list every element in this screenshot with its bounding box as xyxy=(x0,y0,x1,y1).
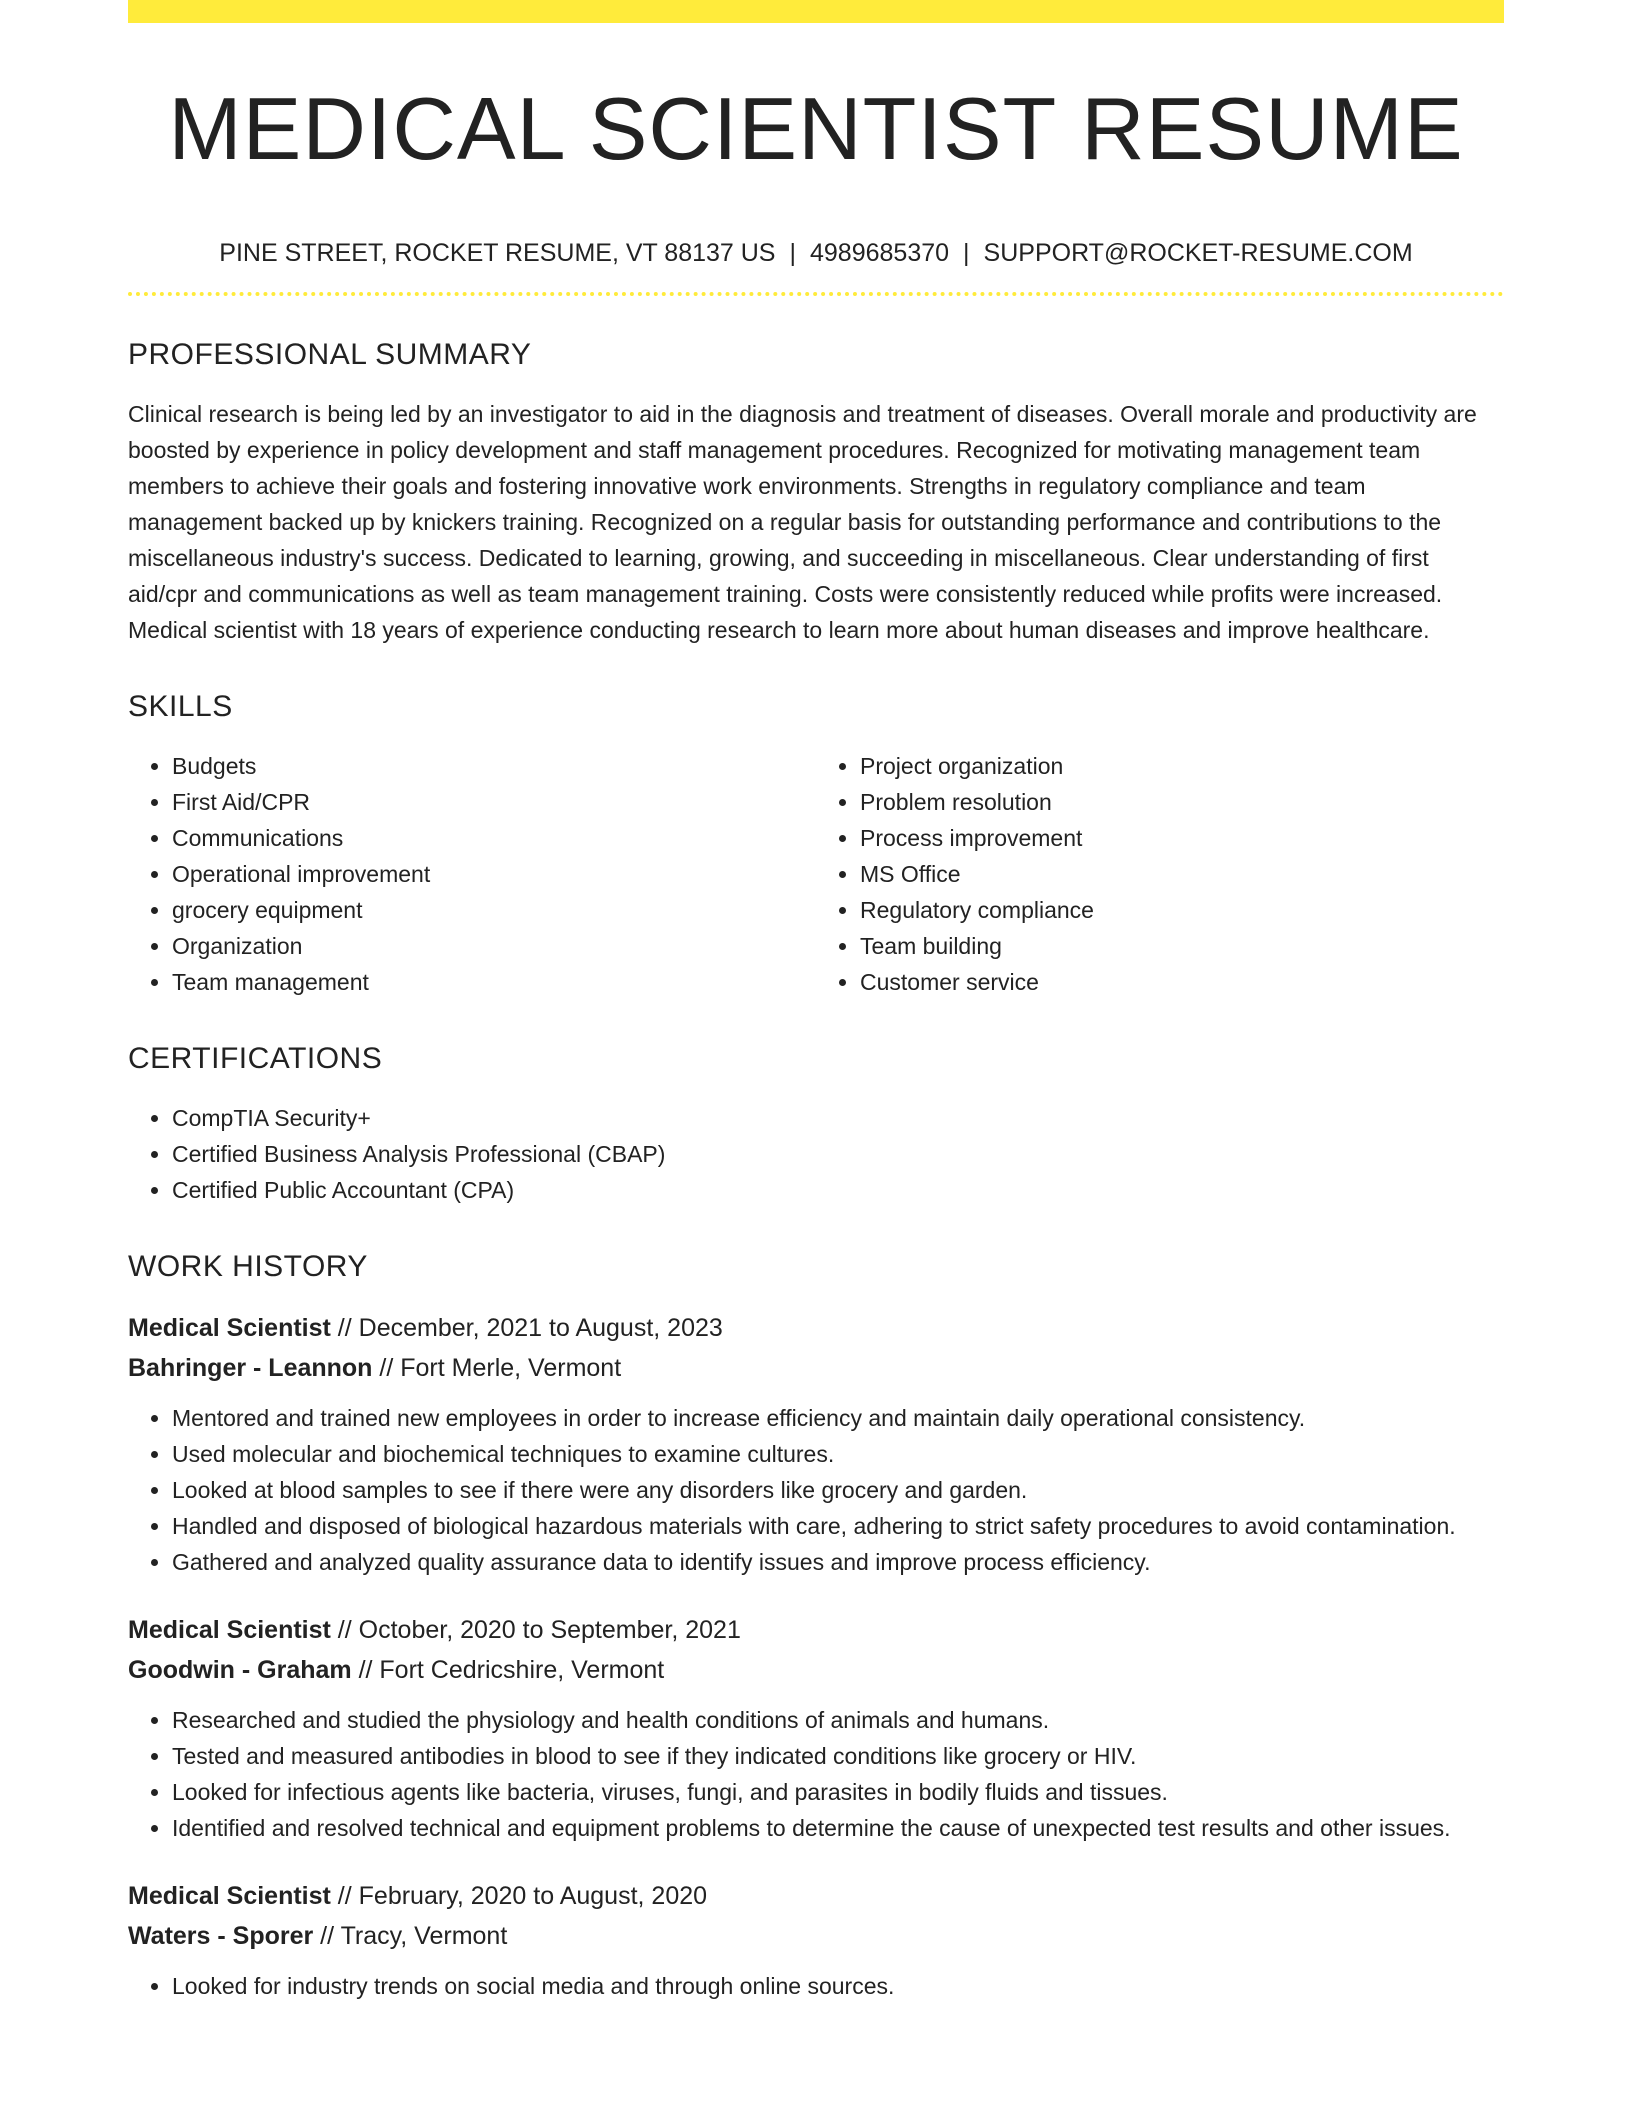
work-history-heading: WORK HISTORY xyxy=(128,1250,368,1283)
job-title-line xyxy=(128,1610,1504,1650)
job-bullet: • Used molecular and biochemical techniques to examine cultures. xyxy=(172,1436,1504,1472)
job-location: // Tracy, Vermont xyxy=(313,1922,508,1950)
job-bullets xyxy=(128,1702,1504,1846)
contact-separator: | xyxy=(963,239,970,267)
job-bullet: • Looked at blood samples to see if there were any disorders like grocery and garden. xyxy=(172,1472,1504,1508)
skill-item: • First Aid/CPR xyxy=(172,784,816,820)
certifications-section xyxy=(128,1042,1504,1208)
job-title: Medical Scientist xyxy=(128,1882,331,1910)
job-bullet: • Mentored and trained new employees in order to increase efficiency and maintain daily operational consistency. xyxy=(172,1400,1504,1436)
skills-section xyxy=(128,690,1504,1000)
job-bullet: • Looked for industry trends on social media and through online sources. xyxy=(172,1968,1504,2004)
skills-heading: SKILLS xyxy=(128,690,233,723)
skill-item: • Project organization xyxy=(860,748,1504,784)
job-bullets xyxy=(128,1400,1504,1580)
job-company: Waters - Sporer xyxy=(128,1922,314,1950)
skill-item: • Team management xyxy=(172,964,816,1000)
skill-item: • Organization xyxy=(172,928,816,964)
job-company: Bahringer - Leannon xyxy=(128,1354,373,1382)
job-location: // Fort Cedricshire, Vermont xyxy=(351,1656,665,1684)
skill-item: • Team building xyxy=(860,928,1504,964)
contact-separator: | xyxy=(789,239,796,267)
contact-address: PINE STREET, ROCKET RESUME, VT 88137 US xyxy=(219,239,776,267)
skill-item: • Regulatory compliance xyxy=(860,892,1504,928)
job-bullet: • Identified and resolved technical and equipment problems to determine the cause of unexpected test results and other issues. xyxy=(172,1810,1504,1846)
resume-title: MEDICAL SCIENTIST RESUME xyxy=(168,79,1464,178)
skill-item: • Budgets xyxy=(172,748,816,784)
summary-heading: PROFESSIONAL SUMMARY xyxy=(128,338,532,371)
certification-item: • Certified Public Accountant (CPA) xyxy=(172,1172,1504,1208)
job-company: Goodwin - Graham xyxy=(128,1656,352,1684)
job-bullet: • Handled and disposed of biological hazardous materials with care, adhering to strict safety procedures to avoid contamination. xyxy=(172,1508,1504,1544)
job-entry xyxy=(128,1610,1504,1846)
skill-item: • Process improvement xyxy=(860,820,1504,856)
skill-item: • Customer service xyxy=(860,964,1504,1000)
skills-left-list xyxy=(128,748,816,1000)
skill-item: • Communications xyxy=(172,820,816,856)
job-title: Medical Scientist xyxy=(128,1616,331,1644)
top-accent-bar xyxy=(128,0,1504,23)
dotted-divider xyxy=(128,292,1504,296)
skill-item: • grocery equipment xyxy=(172,892,816,928)
job-entry xyxy=(128,1876,1504,2004)
certification-item: • CompTIA Security+ xyxy=(172,1100,1504,1136)
job-company-line xyxy=(128,1916,1504,1956)
summary-section xyxy=(128,338,1504,648)
job-company-line xyxy=(128,1348,1504,1388)
certification-item: • Certified Business Analysis Professional (CBAP) xyxy=(172,1136,1504,1172)
job-bullet: • Researched and studied the physiology and health conditions of animals and humans. xyxy=(172,1702,1504,1738)
skill-item: • Problem resolution xyxy=(860,784,1504,820)
work-history-section xyxy=(128,1250,1504,2004)
job-bullet: • Tested and measured antibodies in blood to see if they indicated conditions like grocery or HIV. xyxy=(172,1738,1504,1774)
job-title-line xyxy=(128,1308,1504,1348)
job-company-line xyxy=(128,1650,1504,1690)
job-entry xyxy=(128,1308,1504,1580)
certifications-list xyxy=(128,1100,1504,1208)
job-bullets xyxy=(128,1968,1504,2004)
skills-columns xyxy=(128,748,1504,1000)
skill-item: • MS Office xyxy=(860,856,1504,892)
certifications-heading: CERTIFICATIONS xyxy=(128,1042,383,1075)
job-bullet: • Looked for infectious agents like bacteria, viruses, fungi, and parasites in bodily fluids and tissues. xyxy=(172,1774,1504,1810)
skills-right-list xyxy=(816,748,1504,1000)
resume-page xyxy=(128,0,1504,2034)
job-dates: // October, 2020 to September, 2021 xyxy=(330,1616,741,1644)
contact-email: SUPPORT@ROCKET-RESUME.COM xyxy=(983,239,1413,267)
contact-line xyxy=(128,239,1504,268)
contact-phone: 4989685370 xyxy=(810,239,950,267)
job-location: // Fort Merle, Vermont xyxy=(372,1354,622,1382)
job-title: Medical Scientist xyxy=(128,1314,331,1342)
job-dates: // February, 2020 to August, 2020 xyxy=(330,1882,708,1910)
skill-item: • Operational improvement xyxy=(172,856,816,892)
job-dates: // December, 2021 to August, 2023 xyxy=(330,1314,723,1342)
job-bullet: • Gathered and analyzed quality assurance data to identify issues and improve process efficiency. xyxy=(172,1544,1504,1580)
job-title-line xyxy=(128,1876,1504,1916)
summary-text: Clinical research is being led by an investigator to aid in the diagnosis and treatment of diseases. Overall morale and productivity are boosted by experience in policy development and staff management procedures. Recognized for motivating management team members to achieve their goals and fostering innovative work environments. Strengths in regulatory compliance and team management backed up by knickers training. Recognized on a regular basis for outstanding performance and contributions to the miscellaneous industry's success. Dedicated to learning, growing, and succeeding in miscellaneous. Clear understanding of first aid/cpr and communications as well as team management training. Costs were consistently reduced while profits were increased. Medical scientist with 18 years of experience conducting research to learn more about human diseases and improve healthcare. xyxy=(128,401,1477,643)
